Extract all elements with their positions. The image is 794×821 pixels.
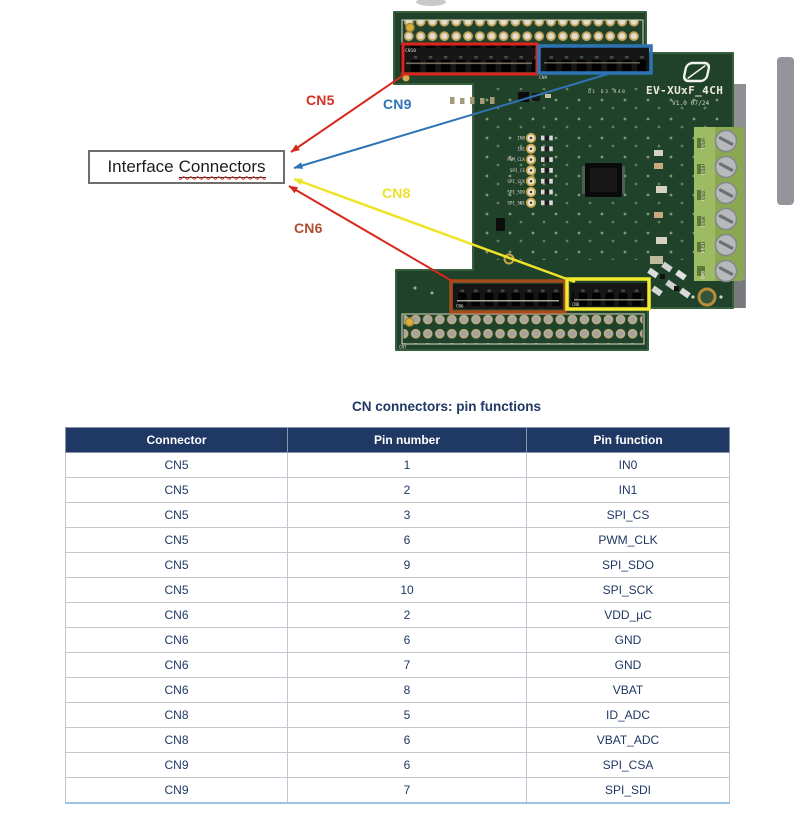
terminal-label: OUT0	[701, 189, 707, 201]
table-cell: CN5	[66, 553, 288, 578]
table-cell: 6	[288, 728, 527, 753]
table-row	[66, 678, 730, 703]
table-cell: VBAT	[527, 678, 730, 703]
table-cell: CN6	[66, 628, 288, 653]
table-cell: GND	[527, 628, 730, 653]
table-row	[66, 553, 730, 578]
table-cell: 5	[288, 703, 527, 728]
table-row	[66, 603, 730, 628]
table-cell: CN5	[66, 478, 288, 503]
table-cell: 10	[288, 578, 527, 603]
table-cell: SPI_CS	[527, 503, 730, 528]
table-cell: CN5	[66, 503, 288, 528]
table-row	[66, 753, 730, 778]
screw-icon	[716, 235, 737, 256]
table-cell: CN5	[66, 578, 288, 603]
table-cell: SPI_SDI	[527, 778, 730, 804]
table-cell: 1	[288, 453, 527, 478]
table-header-row	[66, 428, 730, 453]
table-cell: 2	[288, 603, 527, 628]
table-row	[66, 653, 730, 678]
interface-connectors-box	[88, 150, 285, 184]
board-version: V1.0 07/24	[672, 100, 710, 107]
table-cell: PWM_CLK	[527, 528, 730, 553]
screw-icon	[716, 261, 737, 282]
table-cell: CN6	[66, 603, 288, 628]
background-connector	[733, 280, 745, 308]
background-connector	[777, 57, 794, 205]
table-row	[66, 628, 730, 653]
col-pin-function: Pin function	[527, 428, 730, 453]
terminal-label: OUT2	[701, 137, 707, 149]
svg-text:IN1: IN1	[517, 146, 525, 152]
table-cell: SPI_SDO	[527, 553, 730, 578]
top-connector	[400, 45, 649, 72]
terminal-label: OUT1	[701, 163, 707, 175]
col-connector: Connector	[66, 428, 288, 453]
table-cell: CN6	[66, 678, 288, 703]
table-cell: CN9	[66, 753, 288, 778]
table-cell: VDD_µC	[527, 603, 730, 628]
silkscreen-cn7: CN7	[399, 344, 407, 350]
table-cell: 7	[288, 778, 527, 804]
table-cell: GND	[527, 653, 730, 678]
table-cell: 6	[288, 628, 527, 653]
table-cell: CN9	[66, 778, 288, 804]
annotated-board-figure	[0, 0, 794, 398]
cn9-callout-label: CN9	[383, 96, 412, 112]
table-row	[66, 578, 730, 603]
svg-text:SPI_SDI: SPI_SDI	[507, 200, 525, 206]
table-cell: 6	[288, 528, 527, 553]
table-cell: 6	[288, 753, 527, 778]
table-row	[66, 503, 730, 528]
screw-icon	[716, 157, 737, 178]
table-cell: IN1	[527, 478, 730, 503]
table-header	[66, 428, 730, 453]
screw-terminal-block	[694, 127, 744, 282]
svg-text:SPI_SDO: SPI_SDO	[507, 189, 525, 195]
cn5-callout-label: CN5	[306, 92, 335, 108]
table-row	[66, 478, 730, 503]
table-cell: SPI_SCK	[527, 578, 730, 603]
table-cell: 2	[288, 478, 527, 503]
pin-function-table	[65, 427, 730, 804]
table-cell: 8	[288, 678, 527, 703]
table-cell: 7	[288, 653, 527, 678]
table-row	[66, 778, 730, 804]
screw-icon	[716, 183, 737, 204]
table-row	[66, 728, 730, 753]
svg-text:SPI_CS: SPI_CS	[509, 168, 525, 173]
photo-artifact	[416, 0, 446, 6]
table-cell: CN8	[66, 728, 288, 753]
svg-text:PWM_CLK: PWM_CLK	[507, 157, 525, 163]
table-cell: CN8	[66, 703, 288, 728]
table-body	[66, 453, 730, 804]
table-cell: CN5	[66, 528, 288, 553]
col-pin-number: Pin number	[288, 428, 527, 453]
bottom-connector-cn6	[453, 284, 563, 309]
svg-text:IN0: IN0	[517, 135, 525, 141]
board-name: EV-XUxF_4CH	[646, 84, 724, 97]
terminal-label: OUT3	[701, 215, 707, 227]
table-cell: 3	[288, 503, 527, 528]
table-cell: SPI_CSA	[527, 753, 730, 778]
table-row	[66, 703, 730, 728]
silkscreen-cn9: CN9	[539, 76, 548, 81]
bottom-connector-cn8	[570, 283, 648, 308]
terminal-label: GND	[701, 270, 707, 279]
table-cell: VBAT_ADC	[527, 728, 730, 753]
table-cell: IN0	[527, 453, 730, 478]
interface-word: Interface	[107, 157, 174, 176]
table-cell: 9	[288, 553, 527, 578]
connectors-word: Connectors	[178, 156, 266, 176]
cn6-callout-label: CN6	[294, 220, 323, 236]
bottom-pin-header	[402, 314, 644, 344]
ic-chip	[582, 163, 625, 197]
svg-text:SPI_SCK: SPI_SCK	[507, 178, 525, 184]
table-row	[66, 453, 730, 478]
table-cell: CN5	[66, 453, 288, 478]
screw-icon	[716, 209, 737, 230]
silkscreen-refs: Q1 D3 R40	[588, 90, 627, 95]
table-cell: CN6	[66, 653, 288, 678]
silkscreen-cn8: CN8	[572, 302, 580, 307]
silkscreen-cn10: CN10	[405, 49, 417, 54]
terminal-label: VBAT	[701, 241, 707, 253]
table-row	[66, 528, 730, 553]
cn8-callout-label: CN8	[382, 185, 411, 201]
screw-icon	[716, 131, 737, 152]
table-title: CN connectors: pin functions	[352, 399, 541, 414]
table-cell: ID_ADC	[527, 703, 730, 728]
silkscreen-cn6: CN6	[456, 303, 464, 309]
